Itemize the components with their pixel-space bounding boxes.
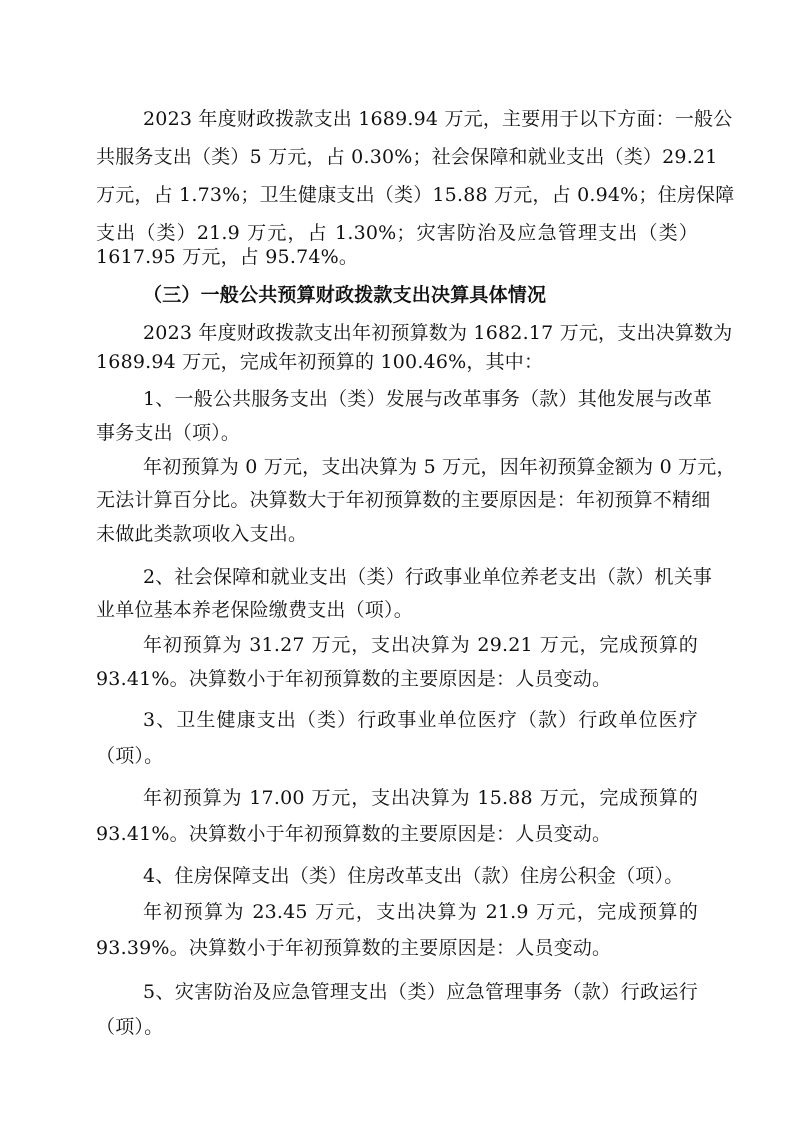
paragraph-line: 未做此类款项收入支出。 bbox=[96, 523, 308, 545]
paragraph-line: 年初预算为 23.45 万元，支出决算为 21.9 万元，完成预算的 bbox=[143, 901, 698, 923]
paragraph-line: 年初预算为 17.00 万元，支出决算为 15.88 万元，完成预算的 bbox=[143, 787, 698, 809]
list-item-heading: （项）。 bbox=[96, 745, 164, 767]
paragraph-line: 支出（类）21.9 万元，占 1.30%；灾害防治及应急管理支出（类） bbox=[96, 222, 698, 244]
paragraph-line: 1617.95 万元，占 95.74%。 bbox=[96, 246, 359, 268]
list-item-heading: 3、卫生健康支出（类）行政事业单位医疗（款）行政单位医疗 bbox=[143, 709, 698, 731]
list-item-heading: 4、住房保障支出（类）住房改革支出（款）住房公积金（项）。 bbox=[143, 865, 684, 887]
paragraph-line: 1689.94 万元，完成年初预算的 100.46%，其中： bbox=[96, 351, 544, 373]
paragraph-line: 93.41%。决算数小于年初预算数的主要原因是：人员变动。 bbox=[96, 668, 612, 690]
paragraph-line: 2023 年度财政拨款支出 1689.94 万元，主要用于以下方面：一般公 bbox=[143, 108, 733, 130]
paragraph-line: 年初预算为 0 万元，支出决算为 5 万元，因年初预算金额为 0 万元， bbox=[143, 456, 736, 478]
paragraph-line: 93.41%。决算数小于年初预算数的主要原因是：人员变动。 bbox=[96, 823, 612, 845]
list-item-heading: 2、社会保障和就业支出（类）行政事业单位养老支出（款）机关事 bbox=[143, 566, 713, 588]
list-item-heading: 业单位基本养老保险缴费支出（项）。 bbox=[96, 599, 413, 621]
list-item-heading: 事务支出（项）。 bbox=[96, 422, 241, 444]
paragraph-line: 无法计算百分比。决算数大于年初预算数的主要原因是：年初预算不精细 bbox=[96, 489, 711, 511]
list-item-heading: 1、一般公共服务支出（类）发展与改革事务（款）其他发展与改革 bbox=[143, 388, 713, 410]
list-item-heading: （项）。 bbox=[96, 1016, 164, 1038]
paragraph-line: 共服务支出（类）5 万元，占 0.30%；社会保障和就业支出（类）29.21 bbox=[96, 146, 718, 168]
paragraph-line: 2023 年度财政拨款支出年初预算数为 1682.17 万元，支出决算数为 bbox=[143, 322, 733, 344]
list-item-heading: 5、灾害防治及应急管理支出（类）应急管理事务（款）行政运行 bbox=[143, 981, 698, 1003]
section-heading: （三）一般公共预算财政拨款支出决算具体情况 bbox=[143, 284, 547, 306]
paragraph-line: 93.39%。决算数小于年初预算数的主要原因是：人员变动。 bbox=[96, 937, 612, 959]
paragraph-line: 万元，占 1.73%；卫生健康支出（类）15.88 万元，占 0.94%；住房保障 bbox=[96, 184, 735, 206]
paragraph-line: 年初预算为 31.27 万元，支出决算为 29.21 万元，完成预算的 bbox=[143, 634, 698, 656]
